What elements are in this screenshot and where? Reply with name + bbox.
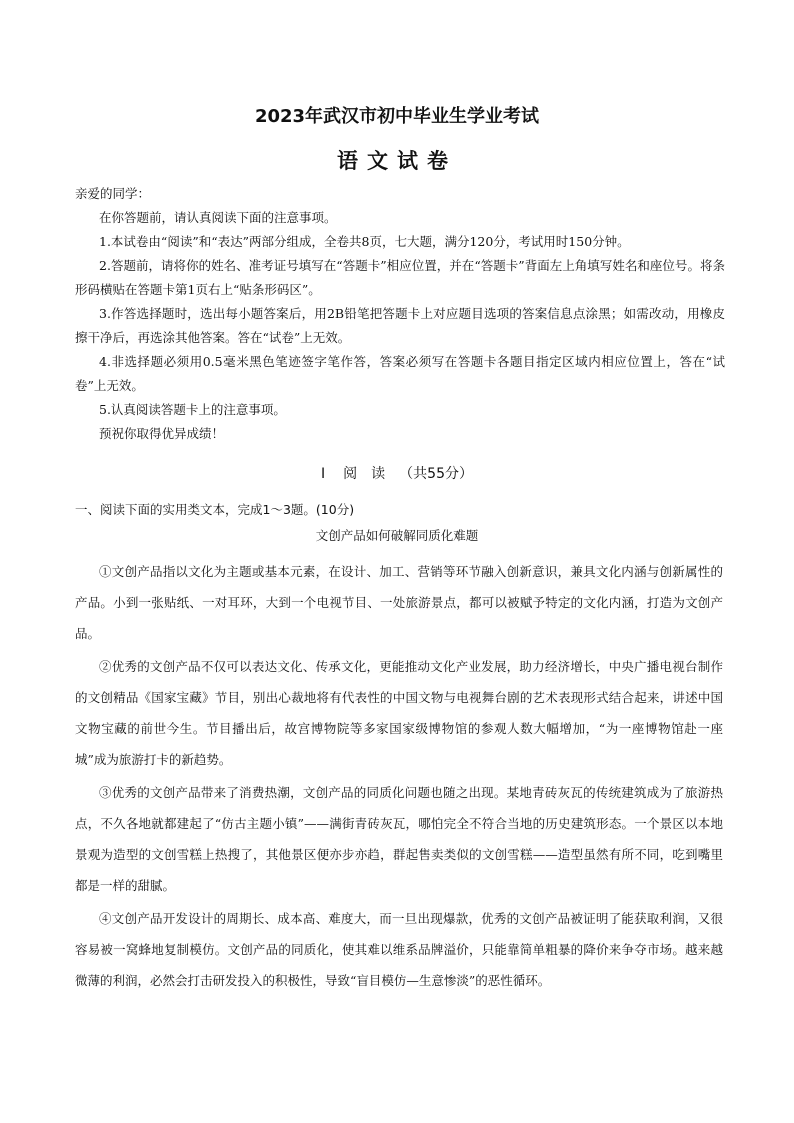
article-paragraph: ③优秀的文创产品带来了消费热潮，文创产品的同质化问题也随之出现。某地青砖灰瓦的传统建筑成为了旅游热点，不久各地就都建起了“仿古主题小镇”——满街青砖灰瓦，哪怕完全不符合当地的历史建筑形态。一个景区以本地景观为造型的文创雪糕上热搜了，其他景区便亦步亦趋，群起售卖类似的文创雪糕——造型虽然有所不同，吃到嘴里都是一样的甜腻。 — [75, 785, 723, 893]
notice-item: 3.作答选择题时，选出每小题答案后，用2B铅笔把答题卡上对应题目选项的答案信息点涂黑；如需改动，用橡皮擦干净后，再选涂其他答案。答在“试卷”上无效。 — [75, 306, 725, 345]
article-paragraph: ①文创产品指以文化为主题或基本元素，在设计、加工、营销等环节融入创新意识，兼具文化内涵与创新属性的产品。小到一张贴纸、一对耳环，大到一个电视节目、一处旅游景点，都可以被赋予特定的文化内涵，打造为文创产品。 — [75, 564, 723, 641]
article-body — [75, 556, 723, 998]
section-numeral: I — [321, 466, 326, 482]
section-score: （共55分） — [399, 466, 473, 482]
section-heading — [0, 463, 794, 485]
article-paragraph: ④文创产品开发设计的周期长、成本高、难度大，而一旦出现爆款，优秀的文创产品被证明了能获取利润，又很容易被一窝蜂地复制模仿。文创产品的同质化，使其难以维系品牌溢价，只能靠简单粗暴的降价来争夺市场。越来越微薄的利润，必然会打击研发投入的积极性，导致“盲目模仿—生意惨淡”的恶性循环。 — [75, 911, 723, 988]
notice-item: 1.本试卷由“阅读”和“表达”两部分组成，全卷共8页，七大题，满分120分，考试用时150分钟。 — [99, 234, 630, 249]
notice-item: 5.认真阅读答题卡上的注意事项。 — [99, 402, 286, 417]
exam-notice — [75, 182, 725, 446]
notice-item: 2.答题前，请将你的姓名、准考证号填写在“答题卡”相应位置，并在“答题卡”背面左上角填写姓名和座位号。将条形码横贴在答题卡第1页右上“贴条形码区”。 — [75, 258, 725, 297]
exam-title: 2023年武汉市初中毕业生学业考试 — [254, 106, 540, 127]
notice-item: 预祝你取得优异成绩！ — [99, 426, 225, 441]
section-name: 阅读 — [343, 466, 400, 482]
article-paragraph: ②优秀的文创产品不仅可以表达文化、传承文化，更能推动文化产业发展，助力经济增长，中央广播电视台制作的文创精品《国家宝藏》节目，别出心裁地将有代表性的中国文物与电视舞台剧的艺术表现形式结合起来，讲述中国文物宝藏的前世今生。节目播出后，故宫博物院等多家国家级博物馆的参观人数大幅增加，“为一座博物馆赴一座城”成为旅游打卡的新趋势。 — [75, 659, 723, 767]
notice-greeting: 亲爱的同学： — [75, 186, 151, 201]
notice-item: 在你答题前，请认真阅读下面的注意事项。 — [99, 210, 337, 225]
subject-title: 语文试卷 — [337, 149, 457, 173]
question-intro: 一、阅读下面的实用类文本，完成1～3题。(10分) — [75, 502, 355, 517]
notice-item: 4.非选择题必须用0.5毫米黑色笔迹签字笔作答，答案必须写在答题卡各题目指定区域内相应位置上，答在“试卷”上无效。 — [75, 354, 725, 393]
article-title: 文创产品如何破解同质化难题 — [315, 528, 479, 543]
